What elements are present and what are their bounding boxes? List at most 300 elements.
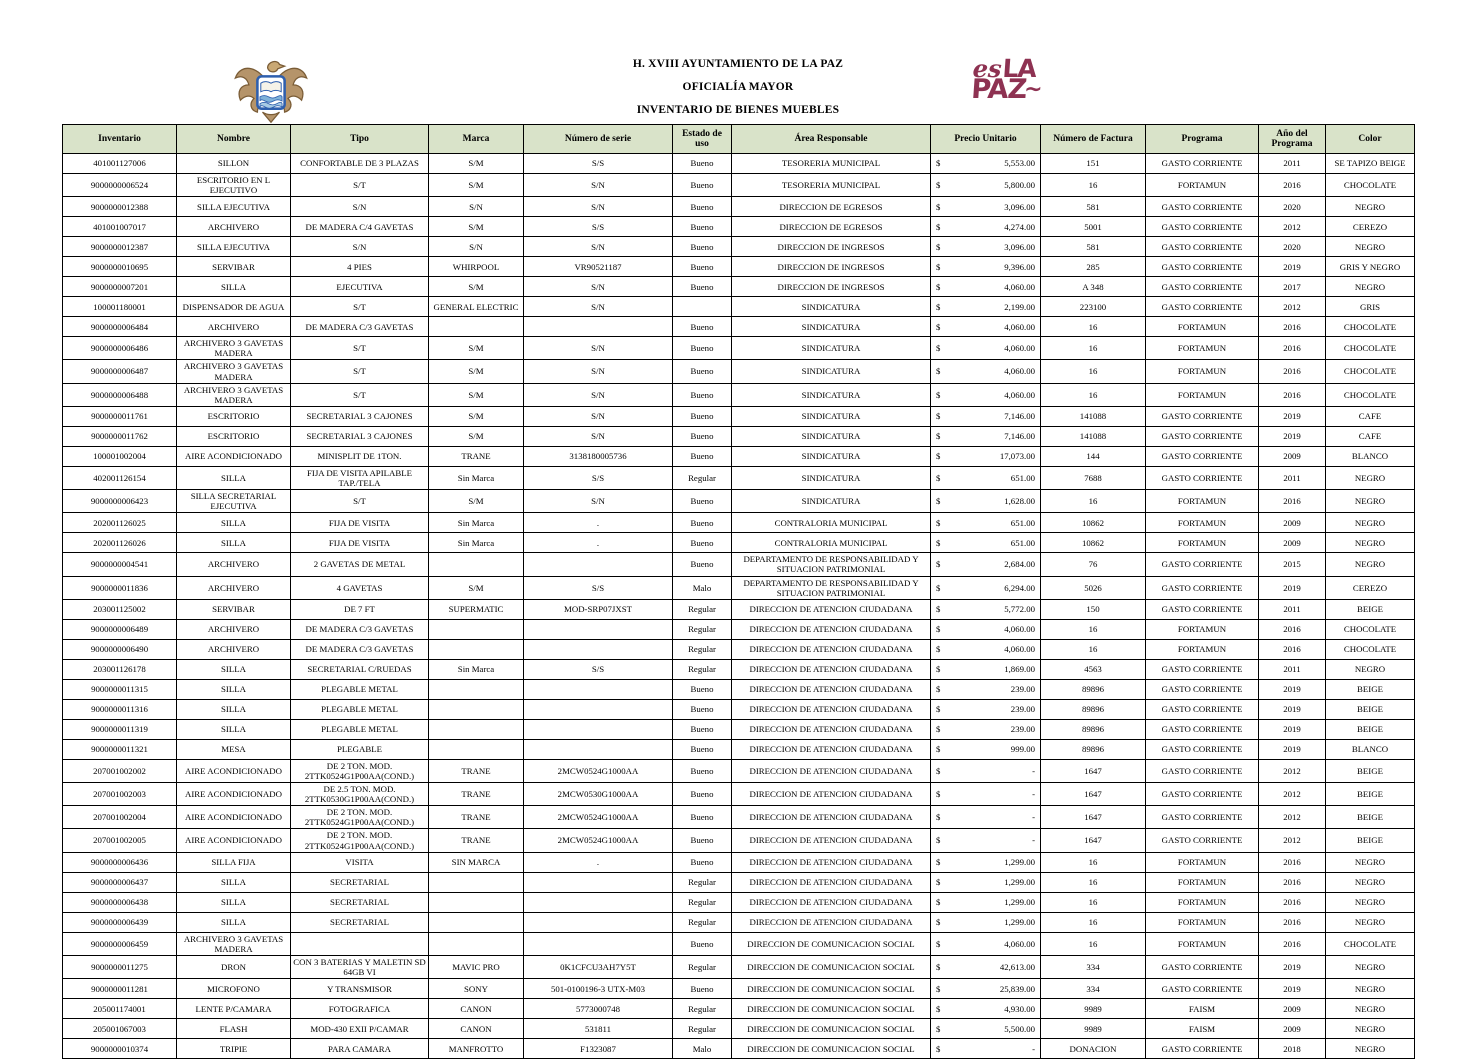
- cell-inventario: 9000000011319: [63, 719, 177, 739]
- cell-color: NEGRO: [1326, 979, 1415, 999]
- cell-factura: 10862: [1041, 513, 1146, 533]
- cell-color: GRIS Y NEGRO: [1326, 257, 1415, 277]
- cell-tipo: MINISPLIT DE 1TON.: [291, 446, 429, 466]
- cell-nombre: SILLA SECRETARIAL EJECUTIVA: [177, 490, 291, 513]
- price-amount: -: [1032, 835, 1035, 846]
- logo-top-text: LA: [1001, 54, 1037, 83]
- cell-programa: GASTO CORRIENTE: [1146, 197, 1259, 217]
- cell-programa: FORTAMUN: [1146, 174, 1259, 197]
- cell-anio: 2012: [1259, 297, 1326, 317]
- cell-marca: S/M: [429, 576, 524, 599]
- price-amount: 9,396.00: [1004, 261, 1035, 272]
- cell-anio: 2009: [1259, 533, 1326, 553]
- cell-serie: [524, 619, 673, 639]
- cell-programa: FORTAMUN: [1146, 383, 1259, 406]
- currency-symbol: $: [936, 1043, 941, 1054]
- cell-serie: S/N: [524, 360, 673, 383]
- cell-estado: Bueno: [673, 782, 732, 805]
- currency-symbol: $: [936, 158, 941, 169]
- cell-programa: GASTO CORRIENTE: [1146, 782, 1259, 805]
- cell-estado: Bueno: [673, 719, 732, 739]
- cell-nombre: ARCHIVERO: [177, 217, 291, 237]
- cell-precio: [931, 446, 1041, 466]
- cell-estado: Bueno: [673, 490, 732, 513]
- cell-tipo: SECRETARIAL: [291, 892, 429, 912]
- cell-tipo: SECRETARIAL C/RUEDAS: [291, 659, 429, 679]
- cell-inventario: 9000000011315: [63, 679, 177, 699]
- cell-factura: 9989: [1041, 1019, 1146, 1039]
- cell-area: DIRECCION DE ATENCION CIUDADANA: [732, 829, 931, 852]
- cell-anio: 2012: [1259, 806, 1326, 829]
- cell-programa: FORTAMUN: [1146, 852, 1259, 872]
- cell-estado: Regular: [673, 466, 732, 489]
- cell-area: CONTRALORIA MUNICIPAL: [732, 533, 931, 553]
- cell-nombre: ESCRITORIO: [177, 406, 291, 426]
- cell-area: DIRECCION DE ATENCION CIUDADANA: [732, 619, 931, 639]
- cell-precio: [931, 699, 1041, 719]
- cell-serie: S/S: [524, 466, 673, 489]
- cell-color: BEIGE: [1326, 782, 1415, 805]
- cell-inventario: 207001002002: [63, 759, 177, 782]
- currency-symbol: $: [936, 877, 941, 888]
- cell-serie: S/N: [524, 426, 673, 446]
- cell-serie: [524, 719, 673, 739]
- column-header-serie: Número de serie: [524, 125, 673, 154]
- table-row: [63, 872, 1415, 892]
- cell-estado: [673, 297, 732, 317]
- cell-marca: Sin Marca: [429, 513, 524, 533]
- price-amount: 2,199.00: [1004, 301, 1035, 312]
- cell-precio: [931, 277, 1041, 297]
- currency-symbol: $: [936, 451, 941, 462]
- cell-precio: [931, 782, 1041, 805]
- cell-estado: Malo: [673, 1039, 732, 1059]
- table-row: [63, 257, 1415, 277]
- cell-serie: S/N: [524, 337, 673, 360]
- cell-factura: 16: [1041, 912, 1146, 932]
- cell-anio: 2012: [1259, 829, 1326, 852]
- cell-factura: 16: [1041, 174, 1146, 197]
- cell-factura: 16: [1041, 932, 1146, 955]
- cell-programa: GASTO CORRIENTE: [1146, 277, 1259, 297]
- cell-nombre: ARCHIVERO 3 GAVETAS MADERA: [177, 932, 291, 955]
- cell-serie: [524, 699, 673, 719]
- cell-nombre: SILLA: [177, 719, 291, 739]
- cell-factura: A 348: [1041, 277, 1146, 297]
- table-row: [63, 759, 1415, 782]
- cell-factura: 10862: [1041, 533, 1146, 553]
- cell-anio: 2019: [1259, 739, 1326, 759]
- cell-programa: GASTO CORRIENTE: [1146, 297, 1259, 317]
- cell-nombre: FLASH: [177, 1019, 291, 1039]
- cell-anio: 2012: [1259, 217, 1326, 237]
- cell-programa: FORTAMUN: [1146, 872, 1259, 892]
- cell-color: BLANCO: [1326, 446, 1415, 466]
- currency-symbol: $: [936, 938, 941, 949]
- cell-programa: GASTO CORRIENTE: [1146, 466, 1259, 489]
- currency-symbol: $: [936, 765, 941, 776]
- cell-estado: Bueno: [673, 154, 732, 174]
- cell-anio: 2016: [1259, 360, 1326, 383]
- cell-anio: 2016: [1259, 912, 1326, 932]
- cell-marca: CANON: [429, 999, 524, 1019]
- cell-color: BEIGE: [1326, 759, 1415, 782]
- price-amount: 1,299.00: [1004, 897, 1035, 908]
- table-row: [63, 679, 1415, 699]
- cell-factura: DONACION: [1041, 1039, 1146, 1059]
- cell-nombre: AIRE ACONDICIONADO: [177, 829, 291, 852]
- cell-inventario: 9000000006484: [63, 317, 177, 337]
- cell-area: CONTRALORIA MUNICIPAL: [732, 513, 931, 533]
- cell-estado: Regular: [673, 999, 732, 1019]
- cell-tipo: DE 2 TON. MOD. 2TTK0524G1P00AA(COND.): [291, 829, 429, 852]
- cell-nombre: TRIPIE: [177, 1039, 291, 1059]
- cell-precio: [931, 659, 1041, 679]
- cell-inventario: 9000000011321: [63, 739, 177, 759]
- cell-marca: TRANE: [429, 782, 524, 805]
- price-amount: 5,772.00: [1004, 604, 1035, 615]
- table-row: [63, 1039, 1415, 1059]
- cell-nombre: SILLA: [177, 699, 291, 719]
- cell-area: SINDICATURA: [732, 446, 931, 466]
- price-amount: 7,146.00: [1004, 431, 1035, 442]
- cell-anio: 2012: [1259, 782, 1326, 805]
- cell-precio: [931, 257, 1041, 277]
- cell-color: CHOCOLATE: [1326, 174, 1415, 197]
- cell-tipo: DE 7 FT: [291, 599, 429, 619]
- price-amount: -: [1032, 1043, 1035, 1054]
- cell-estado: Bueno: [673, 174, 732, 197]
- cell-serie: [524, 932, 673, 955]
- table-row: [63, 297, 1415, 317]
- cell-estado: Bueno: [673, 739, 732, 759]
- cell-area: DIRECCION DE ATENCION CIUDADANA: [732, 806, 931, 829]
- cell-tipo: S/T: [291, 360, 429, 383]
- cell-precio: [931, 237, 1041, 257]
- cell-programa: GASTO CORRIENTE: [1146, 719, 1259, 739]
- cell-tipo: S/T: [291, 174, 429, 197]
- cell-precio: [931, 383, 1041, 406]
- cell-anio: 2011: [1259, 154, 1326, 174]
- cell-tipo: PLEGABLE: [291, 739, 429, 759]
- cell-serie: MOD-SRP07JXST: [524, 599, 673, 619]
- cell-factura: 144: [1041, 446, 1146, 466]
- table-row: [63, 739, 1415, 759]
- table-row: [63, 1019, 1415, 1039]
- cell-estado: Bueno: [673, 806, 732, 829]
- cell-marca: [429, 639, 524, 659]
- cell-area: DIRECCION DE ATENCION CIUDADANA: [732, 759, 931, 782]
- cell-area: SINDICATURA: [732, 337, 931, 360]
- cell-marca: Sin Marca: [429, 659, 524, 679]
- cell-tipo: 2 GAVETAS DE METAL: [291, 553, 429, 576]
- inventory-table: [62, 124, 1415, 1059]
- cell-area: DIRECCION DE ATENCION CIUDADANA: [732, 659, 931, 679]
- cell-serie: 5773000748: [524, 999, 673, 1019]
- cell-marca: [429, 679, 524, 699]
- cell-precio: [931, 999, 1041, 1019]
- price-amount: 5,800.00: [1004, 180, 1035, 191]
- cell-anio: 2016: [1259, 174, 1326, 197]
- cell-inventario: 205001174001: [63, 999, 177, 1019]
- cell-programa: GASTO CORRIENTE: [1146, 406, 1259, 426]
- cell-serie: S/N: [524, 174, 673, 197]
- cell-estado: Bueno: [673, 446, 732, 466]
- cell-color: NEGRO: [1326, 466, 1415, 489]
- table-row: [63, 154, 1415, 174]
- cell-area: DIRECCION DE ATENCION CIUDADANA: [732, 912, 931, 932]
- cell-factura: 1647: [1041, 759, 1146, 782]
- cell-anio: 2017: [1259, 277, 1326, 297]
- cell-precio: [931, 317, 1041, 337]
- currency-symbol: $: [936, 537, 941, 548]
- cell-factura: 1647: [1041, 806, 1146, 829]
- cell-serie: S/S: [524, 659, 673, 679]
- cell-factura: 16: [1041, 619, 1146, 639]
- cell-marca: S/M: [429, 383, 524, 406]
- cell-tipo: DE 2.5 TON. MOD. 2TTK0530G1P00AA(COND.): [291, 782, 429, 805]
- cell-factura: 89896: [1041, 739, 1146, 759]
- table-row: [63, 852, 1415, 872]
- cell-color: NEGRO: [1326, 659, 1415, 679]
- title-document: INVENTARIO DE BIENES MUEBLES: [636, 104, 840, 116]
- cell-tipo: DE MADERA C/3 GAVETAS: [291, 317, 429, 337]
- cell-inventario: 401001007017: [63, 217, 177, 237]
- cell-color: CEREZO: [1326, 576, 1415, 599]
- cell-serie: .: [524, 513, 673, 533]
- cell-inventario: 402001126154: [63, 466, 177, 489]
- currency-symbol: $: [936, 281, 941, 292]
- cell-inventario: 9000000006436: [63, 852, 177, 872]
- cell-estado: Bueno: [673, 257, 732, 277]
- cell-anio: 2020: [1259, 197, 1326, 217]
- cell-estado: Regular: [673, 599, 732, 619]
- cell-color: BLANCO: [1326, 739, 1415, 759]
- currency-symbol: $: [936, 897, 941, 908]
- cell-estado: Bueno: [673, 360, 732, 383]
- cell-area: TESORERIA MUNICIPAL: [732, 154, 931, 174]
- logo-swoosh: ∼: [1023, 77, 1044, 103]
- table-row: [63, 217, 1415, 237]
- price-amount: 6,294.00: [1004, 582, 1035, 593]
- cell-area: DIRECCION DE ATENCION CIUDADANA: [732, 782, 931, 805]
- currency-symbol: $: [936, 301, 941, 312]
- table-row: [63, 174, 1415, 197]
- table-row: [63, 277, 1415, 297]
- cell-inventario: 100001002004: [63, 446, 177, 466]
- cell-marca: WHIRPOOL: [429, 257, 524, 277]
- price-amount: 4,060.00: [1004, 366, 1035, 377]
- cell-serie: S/N: [524, 297, 673, 317]
- cell-estado: Regular: [673, 639, 732, 659]
- cell-serie: F1323087: [524, 1039, 673, 1059]
- cell-inventario: 205001067003: [63, 1019, 177, 1039]
- cell-marca: S/M: [429, 217, 524, 237]
- column-header-estado: Estado de uso: [673, 125, 732, 154]
- cell-inventario: 9000000006524: [63, 174, 177, 197]
- currency-symbol: $: [936, 917, 941, 928]
- cell-precio: [931, 576, 1041, 599]
- cell-serie: [524, 892, 673, 912]
- price-amount: 4,060.00: [1004, 644, 1035, 655]
- cell-inventario: 202001126025: [63, 513, 177, 533]
- cell-factura: 16: [1041, 892, 1146, 912]
- cell-factura: 4563: [1041, 659, 1146, 679]
- cell-marca: TRANE: [429, 806, 524, 829]
- cell-color: CHOCOLATE: [1326, 383, 1415, 406]
- table-row: [63, 466, 1415, 489]
- table-row: [63, 237, 1415, 257]
- price-amount: 5,553.00: [1004, 158, 1035, 169]
- cell-programa: GASTO CORRIENTE: [1146, 739, 1259, 759]
- cell-serie: 2MCW0530G1000AA: [524, 782, 673, 805]
- cell-factura: 89896: [1041, 679, 1146, 699]
- cell-marca: [429, 699, 524, 719]
- cell-programa: FORTAMUN: [1146, 533, 1259, 553]
- cell-serie: [524, 872, 673, 892]
- currency-symbol: $: [936, 431, 941, 442]
- cell-estado: Bueno: [673, 533, 732, 553]
- cell-color: BEIGE: [1326, 719, 1415, 739]
- currency-symbol: $: [936, 704, 941, 715]
- currency-symbol: $: [936, 1003, 941, 1014]
- cell-nombre: SERVIBAR: [177, 599, 291, 619]
- cell-factura: 581: [1041, 237, 1146, 257]
- cell-marca: [429, 719, 524, 739]
- cell-nombre: SILLA FIJA: [177, 852, 291, 872]
- cell-nombre: ARCHIVERO: [177, 576, 291, 599]
- cell-inventario: 9000000012387: [63, 237, 177, 257]
- table-row: [63, 932, 1415, 955]
- price-amount: -: [1032, 812, 1035, 823]
- cell-color: NEGRO: [1326, 1019, 1415, 1039]
- cell-factura: 151: [1041, 154, 1146, 174]
- cell-programa: GASTO CORRIENTE: [1146, 217, 1259, 237]
- table-row: [63, 892, 1415, 912]
- cell-factura: 16: [1041, 383, 1146, 406]
- price-amount: 651.00: [1010, 472, 1035, 483]
- cell-marca: SONY: [429, 979, 524, 999]
- cell-tipo: 4 GAVETAS: [291, 576, 429, 599]
- cell-anio: 2016: [1259, 317, 1326, 337]
- cell-estado: Regular: [673, 955, 732, 978]
- cell-factura: 16: [1041, 490, 1146, 513]
- cell-factura: 16: [1041, 852, 1146, 872]
- cell-marca: [429, 892, 524, 912]
- cell-nombre: DISPENSADOR DE AGUA: [177, 297, 291, 317]
- cell-precio: [931, 599, 1041, 619]
- cell-marca: GENERAL ELECTRIC: [429, 297, 524, 317]
- cell-programa: GASTO CORRIENTE: [1146, 576, 1259, 599]
- price-amount: 17,073.00: [999, 451, 1035, 462]
- cell-factura: 141088: [1041, 426, 1146, 446]
- cell-estado: Bueno: [673, 337, 732, 360]
- cell-precio: [931, 679, 1041, 699]
- cell-color: NEGRO: [1326, 277, 1415, 297]
- cell-tipo: S/T: [291, 490, 429, 513]
- currency-symbol: $: [936, 261, 941, 272]
- price-amount: 4,060.00: [1004, 281, 1035, 292]
- cell-anio: 2019: [1259, 719, 1326, 739]
- cell-tipo: DE MADERA C/4 GAVETAS: [291, 217, 429, 237]
- cell-inventario: 9000000004541: [63, 553, 177, 576]
- cell-color: GRIS: [1326, 297, 1415, 317]
- cell-color: CHOCOLATE: [1326, 317, 1415, 337]
- cell-color: CHOCOLATE: [1326, 639, 1415, 659]
- cell-tipo: S/T: [291, 297, 429, 317]
- cell-inventario: 203001125002: [63, 599, 177, 619]
- cell-color: NEGRO: [1326, 872, 1415, 892]
- price-amount: 7,146.00: [1004, 411, 1035, 422]
- cell-marca: MANFROTTO: [429, 1039, 524, 1059]
- cell-programa: GASTO CORRIENTE: [1146, 659, 1259, 679]
- currency-symbol: $: [936, 180, 941, 191]
- cell-marca: TRANE: [429, 829, 524, 852]
- cell-estado: Regular: [673, 912, 732, 932]
- cell-color: NEGRO: [1326, 892, 1415, 912]
- document-titles: [0, 53, 1476, 127]
- cell-area: DIRECCION DE ATENCION CIUDADANA: [732, 639, 931, 659]
- cell-precio: [931, 639, 1041, 659]
- cell-precio: [931, 513, 1041, 533]
- currency-symbol: $: [936, 366, 941, 377]
- cell-nombre: DRON: [177, 955, 291, 978]
- cell-color: NEGRO: [1326, 852, 1415, 872]
- cell-factura: 5001: [1041, 217, 1146, 237]
- cell-serie: S/N: [524, 490, 673, 513]
- cell-factura: 285: [1041, 257, 1146, 277]
- cell-inventario: 9000000011762: [63, 426, 177, 446]
- cell-precio: [931, 1039, 1041, 1059]
- cell-programa: GASTO CORRIENTE: [1146, 679, 1259, 699]
- cell-inventario: 9000000011275: [63, 955, 177, 978]
- cell-nombre: ARCHIVERO: [177, 639, 291, 659]
- cell-estado: Regular: [673, 892, 732, 912]
- cell-area: DEPARTAMENTO DE RESPONSABILIDAD Y SITUACION PATRIMONIAL: [732, 576, 931, 599]
- cell-marca: S/M: [429, 154, 524, 174]
- cell-anio: 2016: [1259, 932, 1326, 955]
- cell-color: BEIGE: [1326, 806, 1415, 829]
- cell-inventario: 9000000011281: [63, 979, 177, 999]
- cell-nombre: AIRE ACONDICIONADO: [177, 759, 291, 782]
- currency-symbol: $: [936, 744, 941, 755]
- cell-nombre: SILLA EJECUTIVA: [177, 237, 291, 257]
- cell-serie: .: [524, 852, 673, 872]
- currency-symbol: $: [936, 789, 941, 800]
- cell-anio: 2016: [1259, 383, 1326, 406]
- cell-color: CHOCOLATE: [1326, 619, 1415, 639]
- currency-symbol: $: [936, 241, 941, 252]
- cell-serie: S/S: [524, 576, 673, 599]
- column-header-precio: Precio Unitario: [931, 125, 1041, 154]
- cell-inventario: 9000000011761: [63, 406, 177, 426]
- table-row: [63, 446, 1415, 466]
- cell-marca: SIN MARCA: [429, 852, 524, 872]
- cell-programa: GASTO CORRIENTE: [1146, 759, 1259, 782]
- table-row: [63, 513, 1415, 533]
- cell-nombre: ARCHIVERO 3 GAVETAS MADERA: [177, 337, 291, 360]
- cell-programa: FORTAMUN: [1146, 912, 1259, 932]
- cell-anio: 2011: [1259, 659, 1326, 679]
- cell-tipo: 4 PIES: [291, 257, 429, 277]
- cell-serie: S/S: [524, 154, 673, 174]
- cell-anio: 2012: [1259, 759, 1326, 782]
- cell-programa: FORTAMUN: [1146, 337, 1259, 360]
- cell-nombre: AIRE ACONDICIONADO: [177, 446, 291, 466]
- cell-marca: [429, 932, 524, 955]
- column-header-inventario: Inventario: [63, 125, 177, 154]
- cell-estado: Bueno: [673, 979, 732, 999]
